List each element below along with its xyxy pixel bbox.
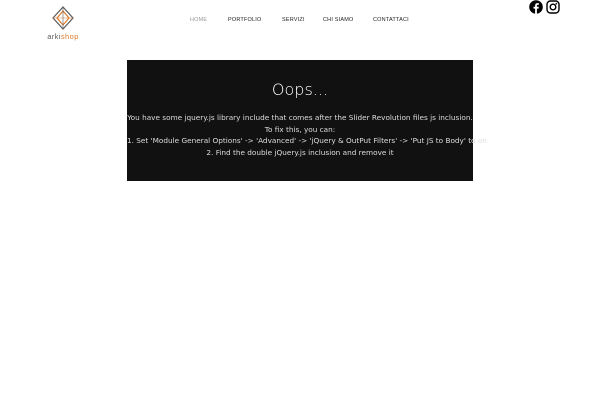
nav-item-servizi[interactable]: SERVIZI xyxy=(282,17,305,23)
instagram-icon[interactable] xyxy=(546,0,560,14)
nav-item-contattaci[interactable]: CONTATTACI xyxy=(373,17,409,23)
error-title: Oops... xyxy=(271,80,329,99)
logo-prefix: arki xyxy=(47,32,61,41)
error-message xyxy=(127,112,487,158)
nav-item-home[interactable]: HOME xyxy=(190,17,208,23)
facebook-icon[interactable] xyxy=(529,0,543,14)
error-line: 1. Set 'Module General Options' -> 'Advanced' -> 'jQuery & OutPut Filters' -> 'Put JS to Body' to on xyxy=(127,136,487,145)
nav-item-portfolio[interactable]: PORTFOLIO xyxy=(228,17,262,23)
logo-wordmark xyxy=(44,32,82,41)
error-line: You have some jquery.js library include that comes after the Slider Revolution files js inclusion. xyxy=(127,113,473,122)
nav-item-chi-siamo[interactable]: CHI SIAMO xyxy=(323,17,354,23)
error-line: To fix this, you can: xyxy=(264,124,336,134)
logo-suffix: shop xyxy=(60,32,79,41)
slider-error-box xyxy=(127,60,487,181)
error-line: 2. Find the double jQuery.js inclusion and remove it xyxy=(206,147,394,157)
main-nav xyxy=(0,17,600,27)
